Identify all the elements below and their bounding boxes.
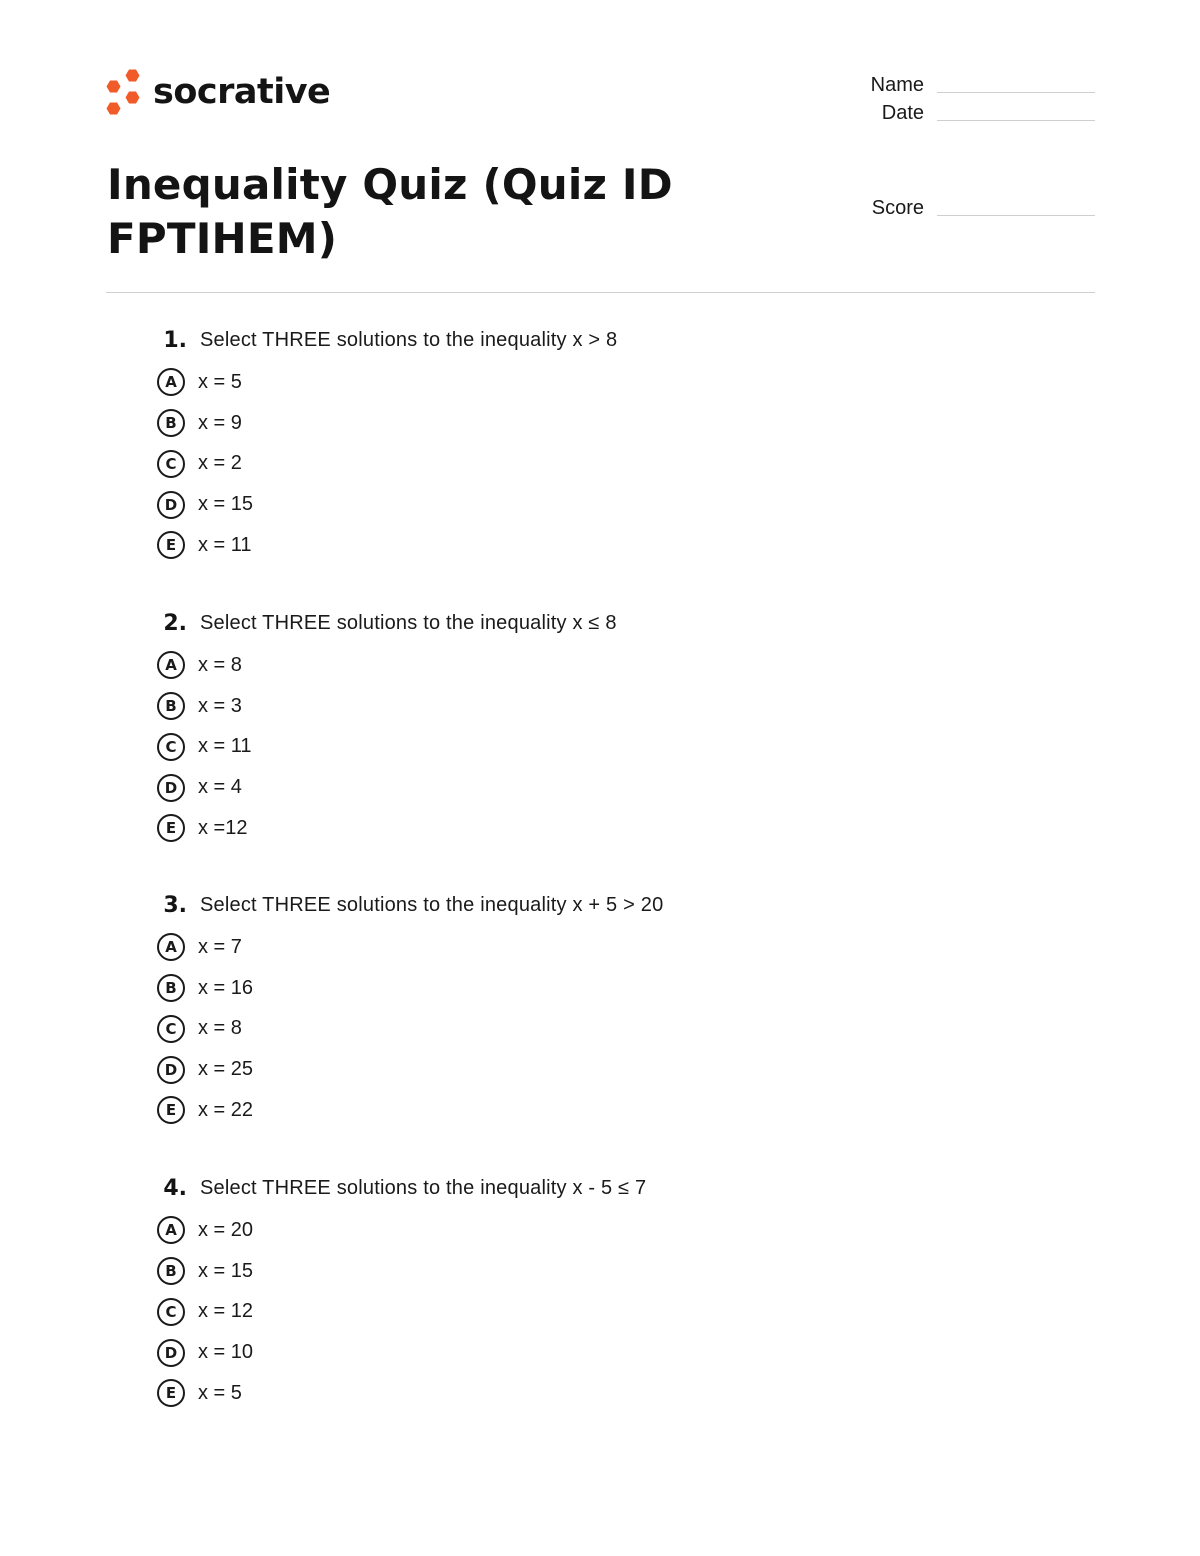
option-text: x =12 [198,816,248,839]
option-text: x = 15 [198,1259,254,1282]
option-text: x = 10 [198,1341,254,1364]
question-text: Select THREE solutions to the inequality x ≤ 8 [200,611,617,634]
date-field[interactable] [840,101,1095,125]
score-line[interactable] [937,215,1095,216]
option-e[interactable] [155,812,1055,845]
option-text: x = 9 [198,411,242,434]
option-a[interactable] [155,1214,1055,1247]
option-b[interactable] [155,690,1055,723]
option-letter[interactable]: C [157,1015,185,1043]
option-text: x = 22 [198,1098,254,1121]
option-letter[interactable]: A [157,1216,185,1244]
option-b[interactable] [155,1255,1055,1288]
score-label: Score [871,197,924,219]
option-letter[interactable]: E [157,814,185,842]
option-c[interactable] [155,730,1055,763]
option-letter[interactable]: A [157,651,185,679]
header-divider [106,292,1095,293]
question-text: Select THREE solutions to the inequality x + 5 > 20 [200,893,664,916]
date-line[interactable] [937,120,1095,121]
question-2 [155,605,1055,845]
option-text: x = 11 [198,533,252,556]
option-letter[interactable]: D [157,1339,185,1367]
question-4 [155,1170,1055,1410]
option-a[interactable] [155,366,1055,399]
option-b[interactable] [155,972,1055,1005]
option-c[interactable] [155,447,1055,480]
option-d[interactable] [155,1053,1055,1086]
option-text: x = 8 [198,1017,242,1040]
option-letter[interactable]: A [157,368,185,396]
question-text: Select THREE solutions to the inequality x - 5 ≤ 7 [200,1176,647,1199]
option-text: x = 5 [198,370,242,393]
option-letter[interactable]: B [157,974,185,1002]
option-letter[interactable]: C [157,1298,185,1326]
option-text: x = 15 [198,493,254,516]
option-d[interactable] [155,488,1055,521]
name-field[interactable] [840,73,1095,97]
brand-name: socrative [153,72,331,112]
hexagon-cluster-icon [105,68,143,116]
option-d[interactable] [155,1336,1055,1369]
option-letter[interactable]: B [157,692,185,720]
question-number: 4. [163,1175,187,1201]
brand-logo [105,68,330,116]
option-letter[interactable]: C [157,450,185,478]
page-title: Inequality Quiz (Quiz ID FPTIHEM) [107,160,673,263]
option-d[interactable] [155,771,1055,804]
option-c[interactable] [155,1295,1055,1328]
option-letter[interactable]: D [157,774,185,802]
option-letter[interactable]: A [157,933,185,961]
option-text: x = 4 [198,776,242,799]
option-text: x = 8 [198,653,242,676]
option-text: x = 5 [198,1381,242,1404]
option-e[interactable] [155,1377,1055,1410]
option-text: x = 7 [198,935,242,958]
option-e[interactable] [155,1094,1055,1127]
question-1 [155,322,1055,562]
score-field[interactable] [840,196,1095,220]
option-letter[interactable]: C [157,733,185,761]
question-number: 2. [163,610,187,636]
date-label: Date [881,102,924,124]
option-e[interactable] [155,529,1055,562]
option-letter[interactable]: B [157,1257,185,1285]
name-line[interactable] [937,92,1095,93]
name-label: Name [870,74,924,96]
option-letter[interactable]: E [157,1379,185,1407]
option-letter[interactable]: B [157,409,185,437]
option-text: x = 16 [198,976,254,999]
option-text: x = 12 [198,1300,254,1323]
question-number: 3. [163,892,187,918]
question-header [155,322,1055,358]
option-text: x = 25 [198,1058,254,1081]
option-letter[interactable]: D [157,491,185,519]
option-b[interactable] [155,407,1055,440]
option-letter[interactable]: E [157,531,185,559]
option-a[interactable] [155,649,1055,682]
question-text: Select THREE solutions to the inequality x > 8 [200,328,618,351]
option-c[interactable] [155,1012,1055,1045]
option-text: x = 11 [198,735,252,758]
question-header [155,1170,1055,1206]
option-a[interactable] [155,931,1055,964]
option-text: x = 20 [198,1218,254,1241]
question-header [155,887,1055,923]
option-letter[interactable]: D [157,1056,185,1084]
option-text: x = 2 [198,452,242,475]
question-3 [155,887,1055,1127]
option-text: x = 3 [198,694,242,717]
question-header [155,605,1055,641]
question-number: 1. [163,327,187,353]
option-letter[interactable]: E [157,1096,185,1124]
